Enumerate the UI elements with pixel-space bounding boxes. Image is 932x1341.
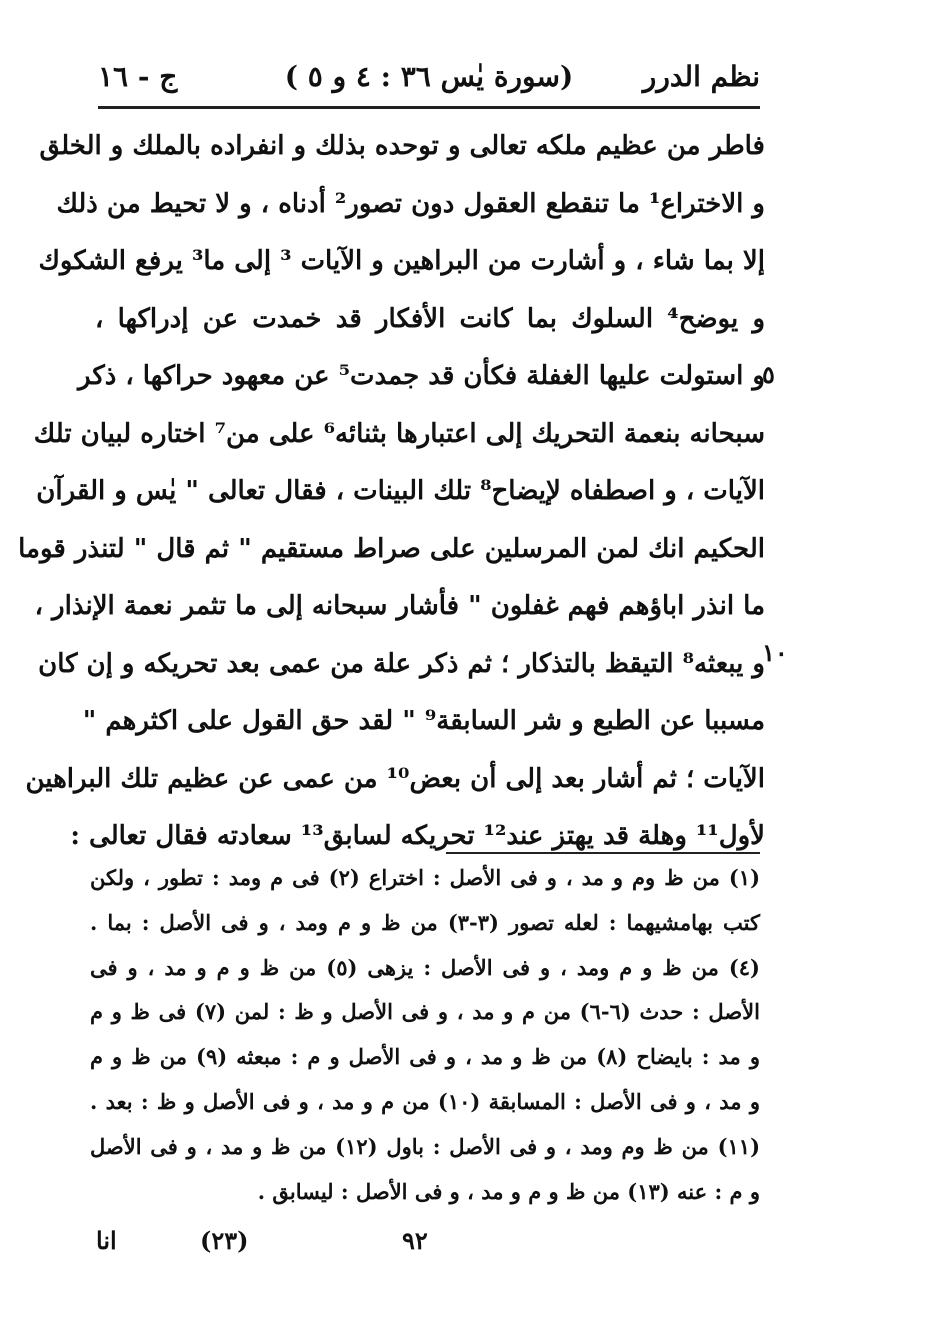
part-number: ج - ١٦ [98,60,178,93]
text-line: الآيات ، و اصطفاه لإيضاح⁸ تلك البينات ، فقال تعالى " يٰس و القرآن [36,476,765,506]
text-line: ما انذر اباؤهم فهم غفلون " فأشار سبحانه إلى ما تثمر نعمة الإنذار ، [34,591,765,621]
footnote-line: (١١) من ظ وم ومد ، و فى الأصل : باول (١٢) من ظ و مد ، و فى الأصل [90,1133,761,1159]
text-line: فاطر من عظيم ملكه تعالى و توحده بذلك و انفراده بالملك و الخلق [39,131,765,161]
header-rule [98,106,760,109]
footnote-line: و مد ، و فى الأصل : المسابقة (١٠) من م و مد ، و فى الأصل و ظ : بعد . [90,1088,760,1114]
main-text [18,118,765,866]
text-line: سبحانه بنعمة التحريك إلى اعتبارها بثنائه⁶ على من⁷ اختاره لبيان تلك [33,418,765,449]
text-line: مسببا عن الطبع و شر السابقة⁹ " لقد حق القول على اكثرهم " [82,706,765,736]
footnote-line: و مد : بايضاح (٨) من ظ و مد ، و فى الأصل و م : مبعثه (٩) من ظ و م [90,1044,760,1070]
page-number: ٩٢ [402,1226,428,1255]
line-number-5: ٥ [762,360,775,389]
text-line: و يبعثه⁸ التيقظ بالتذكار ؛ ثم ذكر علة من عمى بعد تحريكه و إن كان [38,648,765,679]
text-line: إلا بما شاء ، و أشارت من البراهين و الآيات ³ إلى ما³ يرفع الشكوك [38,246,765,276]
footnote-line: (٤) من ظ و م ومد ، و فى الأصل : يزهى (٥) من ظ و م و مد ، و فى [90,954,760,980]
footnote-rule [446,852,760,854]
footnote-line: (١) من ظ وم و مد ، و فى الأصل : اختراع (٢) فى م ومد : تطور ، ولكن [90,865,760,890]
text-line: الحكيم انك لمن المرسلين على صراط مستقيم " ثم قال " لتنذر قوما [18,533,765,564]
signature-mark: (٢٣) [200,1226,249,1255]
surah-reference: ( سورة يٰس ٣٦ : ٤ و ٥) [284,60,574,93]
footnotes [90,856,760,1214]
text-line: و استولت عليها الغفلة فكأن قد جمدت⁵ عن معهود حراكها ، ذكر [77,361,765,391]
footnote-line: و م : عنه (١٣) من ظ و م و مد ، و فى الأصل : ليسابق . [257,1178,760,1204]
text-line: و الاختراع¹ ما تنقطع العقول دون تصور² أدناه ، و لا تحيط من ذلك [56,188,765,219]
text-line: الآيات ؛ ثم أشار بعد إلى أن بعض¹⁰ من عمى عن عظيم تلك البراهين [25,763,765,794]
footnote-line: كتب بهامشيهما : لعله تصور (٣-٣) من ظ و م ومد ، و فى الأصل : بما . [90,909,760,935]
footnote-line: الأصل : حدث (٦-٦) من م و مد ، و فى الأصل و ظ : لمن (٧) فى ظ و م [90,999,760,1025]
text-line: و يوضح⁴ السلوك بما كانت الأفكار قد خمدت عن إدراكها ، [95,303,765,334]
book-title: نظم الدرر [642,60,760,93]
catchword: انا [96,1226,117,1255]
running-header [98,52,760,102]
line-number-10: ١٠ [762,638,788,667]
text-line: لأول¹¹ وهلة قد يهتز عند¹² تحريكه لسابق¹³ سعادته فقال تعالى : [70,821,765,851]
